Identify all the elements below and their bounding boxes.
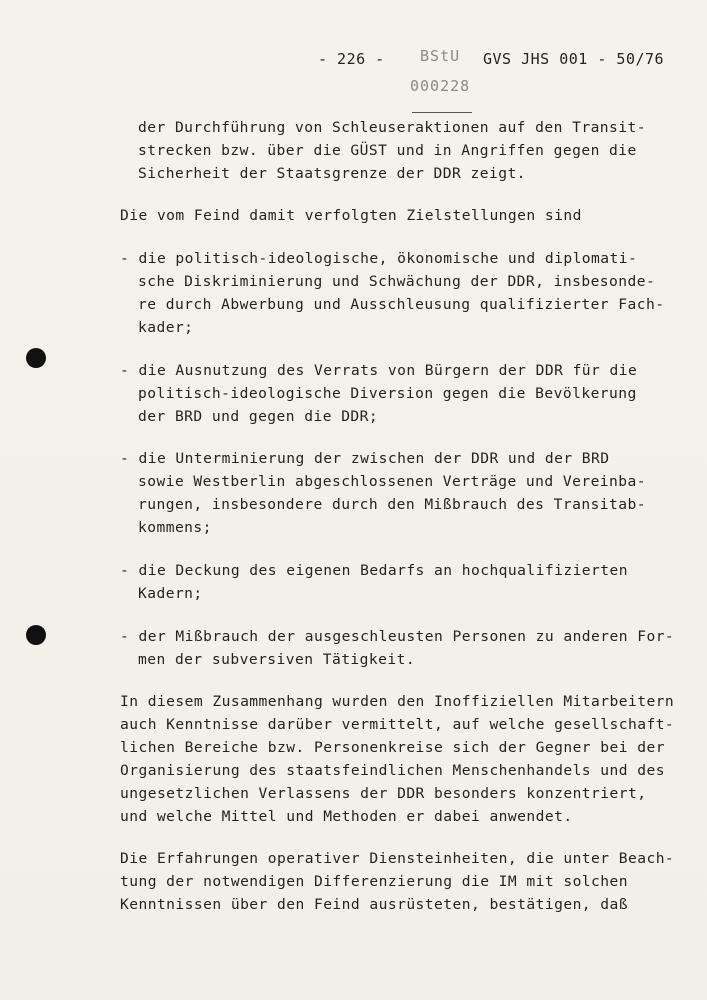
text-line: lichen Bereiche bzw. Personenkreise sich der Gegner bei der	[120, 739, 665, 756]
page-number: - 226 -	[318, 50, 385, 68]
text-line: kommens;	[138, 519, 212, 536]
punch-hole-lower	[26, 625, 46, 645]
list-item-line: - der Mißbrauch der ausgeschleusten Personen zu anderen For-	[120, 628, 675, 645]
text-line: der BRD und gegen die DDR;	[138, 408, 379, 425]
text-line: politisch-ideologische Diversion gegen die Bevölkerung	[138, 385, 637, 402]
list-item-line: - die Unterminierung der zwischen der DDR und der BRD	[120, 450, 610, 467]
text-line: und welche Mittel und Methoden er dabei anwendet.	[120, 808, 573, 825]
text-line: tung der notwendigen Differenzierung die IM mit solchen	[120, 873, 628, 890]
text-line: rungen, insbesondere durch den Mißbrauch des Transitab-	[138, 496, 646, 513]
text-line: Kenntnissen über den Feind ausrüsteten, bestätigen, daß	[120, 896, 628, 913]
text-line: strecken bzw. über die GÜST und in Angriffen gegen die	[138, 142, 637, 159]
text-line: ungesetzlichen Verlassens der DDR besonders konzentriert,	[120, 785, 647, 802]
text-line: Die Erfahrungen operativer Diensteinheiten, die unter Beach-	[120, 850, 675, 867]
classification-number: GVS JHS 001 - 50/76	[483, 50, 665, 68]
text-line: Die vom Feind damit verfolgten Zielstellungen sind	[120, 207, 582, 224]
text-line: sche Diskriminierung und Schwächung der DDR, insbesonde-	[138, 273, 656, 290]
text-line: re durch Abwerbung und Ausschleusung qualifizierter Fach-	[138, 296, 665, 313]
archive-page-number: 000228	[410, 77, 471, 95]
text-line: der Durchführung von Schleuseraktionen auf den Transit-	[138, 119, 646, 136]
archive-stamp: BStU	[420, 47, 461, 65]
text-line: Kadern;	[138, 585, 203, 602]
stamp-underline	[412, 112, 472, 113]
text-line: auch Kenntnisse darüber vermittelt, auf welche gesellschaft-	[120, 716, 675, 733]
text-line: men der subversiven Tätigkeit.	[138, 651, 416, 668]
text-line: Sicherheit der Staatsgrenze der DDR zeigt.	[138, 165, 526, 182]
text-line: Organisierung des staatsfeindlichen Menschenhandels und des	[120, 762, 665, 779]
punch-hole-upper	[26, 348, 46, 368]
list-item-line: - die Deckung des eigenen Bedarfs an hochqualifizierten	[120, 562, 628, 579]
text-line: kader;	[138, 319, 194, 336]
text-line: In diesem Zusammenhang wurden den Inoffiziellen Mitarbeitern	[120, 693, 675, 710]
list-item-line: - die Ausnutzung des Verrats von Bürgern der DDR für die	[120, 362, 638, 379]
list-item-line: - die politisch-ideologische, ökonomische und diplomati-	[120, 250, 638, 267]
text-line: sowie Westberlin abgeschlossenen Verträge und Vereinba-	[138, 473, 646, 490]
